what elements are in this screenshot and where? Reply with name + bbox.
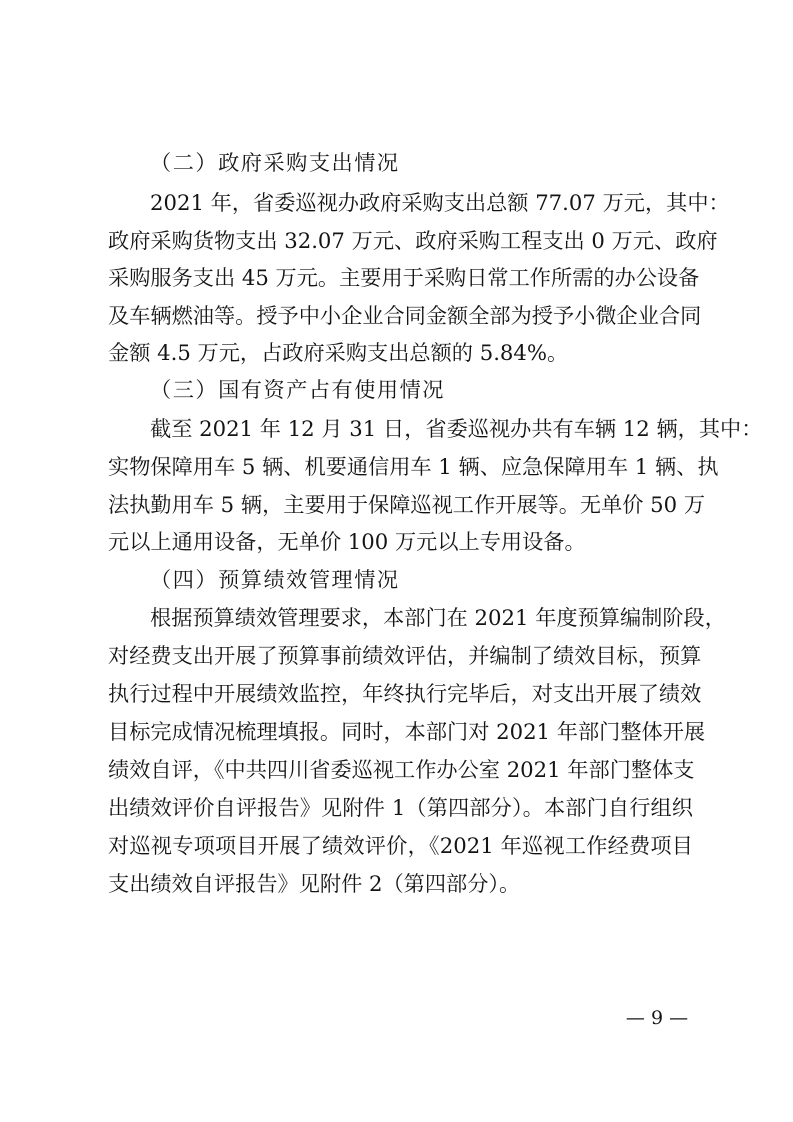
paragraph-line: 对巡视专项项目开展了绩效评价，《2021 年巡视工作经费项目: [108, 833, 693, 858]
paragraph-line: 支出绩效自评报告》见附件 2（第四部分）。: [108, 871, 521, 896]
paragraph-line: 执行过程中开展绩效监控，年终执行完毕后，对支出开展了绩效: [108, 681, 702, 706]
paragraph-line: 对经费支出开展了预算事前绩效评估，并编制了绩效目标，预算: [108, 643, 702, 668]
paragraph-line: 目标完成情况梳理填报。同时，本部门对 2021 年部门整体开展: [108, 719, 706, 744]
section-heading-government-procurement: （二）政府采购支出情况: [150, 150, 400, 175]
section-heading-state-assets: （三）国有资产占有使用情况: [150, 377, 445, 402]
section-heading-budget-performance: （四）预算绩效管理情况: [150, 567, 400, 592]
paragraph-line: 金额 4.5 万元，占政府采购支出总额的 5.84%。: [108, 340, 569, 365]
paragraph-line: 实物保障用车 5 辆、机要通信用车 1 辆、应急保障用车 1 辆、执: [108, 454, 719, 479]
paragraph-line: 元以上通用设备，无单价 100 万元以上专用设备。: [108, 529, 586, 554]
paragraph-line: 采购服务支出 45 万元。主要用于采购日常工作所需的办公设备: [108, 265, 700, 290]
paragraph-line: 出绩效评价自评报告》见附件 1（第四部分）。本部门自行组织: [108, 795, 693, 820]
paragraph-line: 截至 2021 年 12 月 31 日，省委巡视办共有车辆 12 辆，其中：: [150, 416, 763, 441]
paragraph-line: 根据预算绩效管理要求，本部门在 2021 年度预算编制阶段，: [150, 605, 726, 630]
page-number: — 9 —: [625, 1007, 689, 1029]
paragraph-line: 政府采购货物支出 32.07 万元、政府采购工程支出 0 万元、政府: [108, 228, 718, 253]
paragraph-line: 法执勤用车 5 辆，主要用于保障巡视工作开展等。无单价 50 万: [108, 492, 706, 517]
paragraph-line: 2021 年，省委巡视办政府采购支出总额 77.07 万元，其中：: [150, 190, 730, 215]
paragraph-line: 绩效自评，《中共四川省委巡视工作办公室 2021 年部门整体支: [108, 757, 695, 782]
paragraph-line: 及车辆燃油等。授予中小企业合同金额全部为授予小微企业合同: [108, 303, 702, 328]
